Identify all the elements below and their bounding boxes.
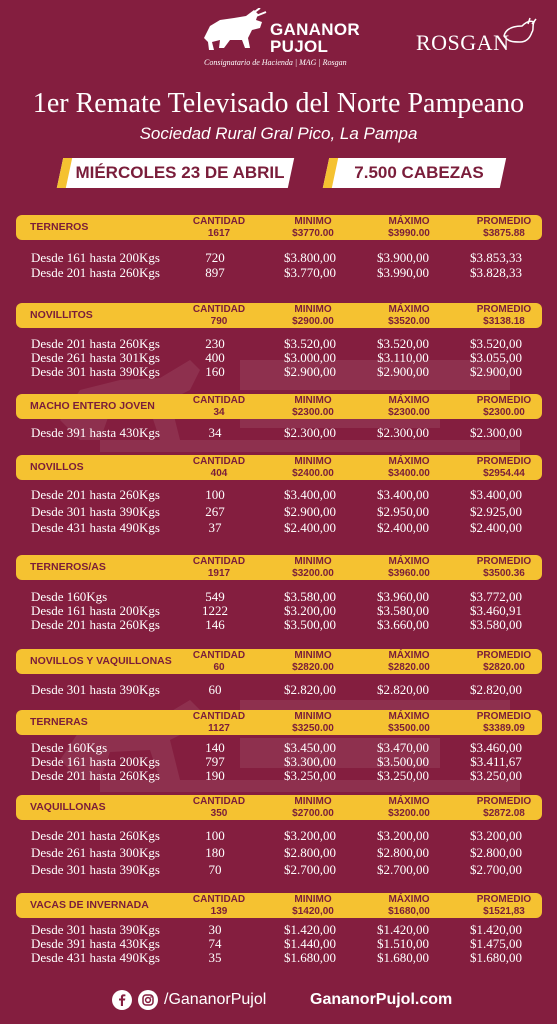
category-max: $1680,00 (388, 905, 430, 917)
category-avg: $1521,83 (483, 905, 525, 917)
category-avg: $2872.08 (483, 807, 525, 819)
category-max: $3500.00 (388, 722, 430, 734)
facebook-icon[interactable] (112, 990, 132, 1010)
category-name: TERNERAS (30, 716, 88, 728)
category-name: VACAS DE INVERNADA (30, 899, 149, 911)
category-qty: 404 (210, 467, 228, 479)
category-header-terneros (16, 215, 542, 240)
cow-outline-icon (500, 16, 538, 52)
category-min: $3770.00 (292, 227, 334, 239)
min-header: MINIMO $3770.00 (292, 216, 334, 239)
table-row: Desde 201 hasta 260Kgs 100 $3.400,00 $3.400,00 $3.400,00 (31, 487, 522, 502)
category-max: $2820.00 (388, 661, 430, 673)
brand-name-line1: GANANOR (270, 20, 360, 39)
category-min: $2900.00 (292, 315, 334, 327)
table-row: Desde 161 hasta 200Kgs 1222 $3.200,00 $3.580,00 $3.460,91 (31, 603, 522, 618)
category-avg: $2954.44 (483, 467, 525, 479)
event-title: 1er Remate Televisado del Norte Pampeano (32, 88, 525, 119)
category-qty: 1127 (208, 722, 230, 734)
table-row: Desde 431 hasta 490Kgs 35 $1.680,00 $1.680,00 $1.680,00 (31, 950, 522, 965)
category-name: TERNEROS/AS (30, 561, 106, 573)
category-qty: 139 (210, 905, 228, 917)
brand-name-line2: PUJOL (270, 37, 329, 56)
category-header-novillitos: NOVILLITOS CANTIDAD 790 MINIMO $2900.00 MÁXIMO $3520.00 PROMEDIO $3138.18 (16, 303, 542, 328)
category-qty: 1917 (207, 567, 231, 579)
table-row: Desde 391 hasta 430Kgs 74 $1.440,00 $1.510,00 $1.475,00 (31, 936, 522, 951)
category-min: $1420,00 (292, 905, 334, 917)
category-min: $3250.00 (292, 722, 334, 734)
category-max: $3960.00 (388, 567, 430, 579)
category-avg: $3500.36 (483, 567, 525, 579)
category-header-novillos: NOVILLOS CANTIDAD 404 MINIMO $2400.00 MÁXIMO $3400.00 PROMEDIO $2954.44 (16, 455, 542, 480)
category-max: $3200.00 (388, 807, 430, 819)
qty-header: CANTIDAD 1617 (192, 216, 246, 239)
category-max: $3400.00 (388, 467, 430, 479)
max-header: MÁXIMO $3990.00 (388, 216, 430, 239)
table-row: Desde 161 hasta 200Kgs 797 $3.300,00 $3.500,00 $3.411,67 (31, 754, 522, 769)
category-qty: 790 (210, 315, 228, 327)
table-row: Desde 201 hasta 260Kgs 190 $3.250,00 $3.250,00 $3.250,00 (31, 768, 522, 783)
table-row: Desde 301 hasta 390Kgs 160 $2.900,00 $2.900,00 $2.900,00 (31, 364, 522, 379)
header (0, 0, 557, 70)
table-row: Desde 301 hasta 390Kgs 30 $1.420,00 $1.420,00 $1.420,00 (31, 922, 522, 937)
category-header-vaquillonas: VAQUILLONAS CANTIDAD 350 MINIMO $2700.00 MÁXIMO $3200.00 PROMEDIO $2872.08 (16, 795, 542, 820)
category-header-novillos-y-vaquillonas: NOVILLOS Y VAQUILLONAS CANTIDAD 60 MINIMO $2820.00 MÁXIMO $2820.00 PROMEDIO $2820.00 (16, 649, 542, 674)
category-avg: $3875.88 (483, 227, 525, 239)
table-row: Desde 161 hasta 200Kgs 720 $3.800,00 $3.900,00 $3.853,33 (31, 250, 522, 265)
table-row: Desde 201 hasta 260Kgs 897 $3.770,00 $3.990,00 $3.828,33 (31, 265, 522, 280)
social-handle-link[interactable]: /GananorPujol (164, 991, 267, 1008)
category-max: $2300.00 (388, 406, 430, 418)
category-name: MACHO ENTERO JOVEN (30, 400, 155, 412)
heads-badge (323, 158, 506, 188)
table-row: Desde 301 hasta 390Kgs 267 $2.900,00 $2.950,00 $2.925,00 (31, 504, 522, 519)
date-badge (57, 158, 294, 188)
brand-logo (200, 8, 360, 66)
table-row: Desde 431 hasta 490Kgs 37 $2.400,00 $2.400,00 $2.400,00 (31, 520, 522, 535)
table-row: Desde 391 hasta 430Kgs 34 $2.300,00 $2.300,00 $2.300,00 (31, 425, 522, 440)
category-avg: $3138.18 (483, 315, 525, 327)
event-subtitle: Sociedad Rural Gral Pico, La Pampa (139, 124, 418, 143)
category-header-macho-entero-joven: MACHO ENTERO JOVEN CANTIDAD 34 MINIMO $2300.00 MÁXIMO $2300.00 PROMEDIO $2300.00 (16, 394, 542, 419)
category-min: $2820.00 (292, 661, 334, 673)
category-avg: $2300.00 (483, 406, 525, 418)
instagram-icon[interactable] (138, 990, 158, 1010)
category-header-terneras: TERNERAS CANTIDAD 1127 MINIMO $3250.00 MÁXIMO $3500.00 PROMEDIO $3389.09 (16, 710, 542, 735)
table-row: Desde 160Kgs 140 $3.450,00 $3.470,00 $3.460,00 (31, 740, 522, 755)
brand-tagline: Consignatario de Hacienda | MAG | Rosgan (204, 58, 347, 67)
table-row: Desde 261 hasta 300Kgs 180 $2.800,00 $2.800,00 $2.800,00 (31, 845, 522, 860)
category-header-vacas-de-invernada: VACAS DE INVERNADA CANTIDAD 139 MINIMO $1420,00 MÁXIMO $1680,00 PROMEDIO $1521,83 (16, 893, 542, 918)
table-row: Desde 301 hasta 390Kgs 70 $2.700,00 $2.700,00 $2.700,00 (31, 862, 522, 877)
partner-logo: ROSGAN (416, 30, 510, 55)
category-min: $2300.00 (292, 406, 334, 418)
category-avg: $3389.09 (483, 722, 525, 734)
footer (0, 988, 557, 1014)
category-qty: 60 (213, 661, 225, 673)
table-row: Desde 201 hasta 260Kgs 146 $3.500,00 $3.660,00 $3.580,00 (31, 617, 522, 632)
category-avg: $2820.00 (483, 661, 525, 673)
avg-header: PROMEDIO $3875.88 (476, 216, 532, 239)
table-row: Desde 301 hasta 390Kgs 60 $2.820,00 $2.820,00 $2.820,00 (31, 682, 522, 697)
category-max: $3520.00 (388, 315, 430, 327)
category-qty: 1617 (207, 227, 231, 239)
heads-label: 7.500 CABEZAS (354, 163, 484, 182)
category-name: NOVILLOS Y VAQUILLONAS (30, 655, 172, 667)
category-header-terneros-as: TERNEROS/AS CANTIDAD 1917 MINIMO $3200.00 MÁXIMO $3960.00 PROMEDIO $3500.36 (16, 555, 542, 580)
category-max: $3990.00 (388, 227, 430, 239)
category-min: $2400.00 (292, 467, 334, 479)
category-qty: 34 (213, 406, 225, 418)
category-qty: 350 (210, 807, 228, 819)
table-row: Desde 201 hasta 260Kgs 100 $3.200,00 $3.200,00 $3.200,00 (31, 828, 522, 843)
bull-logo-icon (200, 8, 270, 54)
table-row: Desde 160Kgs 549 $3.580,00 $3.960,00 $3.772,00 (31, 589, 522, 604)
date-label: MIÉRCOLES 23 DE ABRIL (75, 163, 285, 182)
table-row: Desde 261 hasta 301Kgs 400 $3.000,00 $3.110,00 $3.055,00 (31, 350, 522, 365)
category-name: NOVILLOS (30, 461, 84, 473)
website-link[interactable]: GananorPujol.com (310, 991, 453, 1008)
category-name: TERNEROS (30, 221, 89, 233)
table-row: Desde 201 hasta 260Kgs 230 $3.520,00 $3.520,00 $3.520,00 (31, 336, 522, 351)
category-min: $2700.00 (292, 807, 334, 819)
category-name: NOVILLITOS (30, 309, 93, 321)
category-min: $3200.00 (292, 567, 334, 579)
category-name: VAQUILLONAS (30, 801, 106, 813)
